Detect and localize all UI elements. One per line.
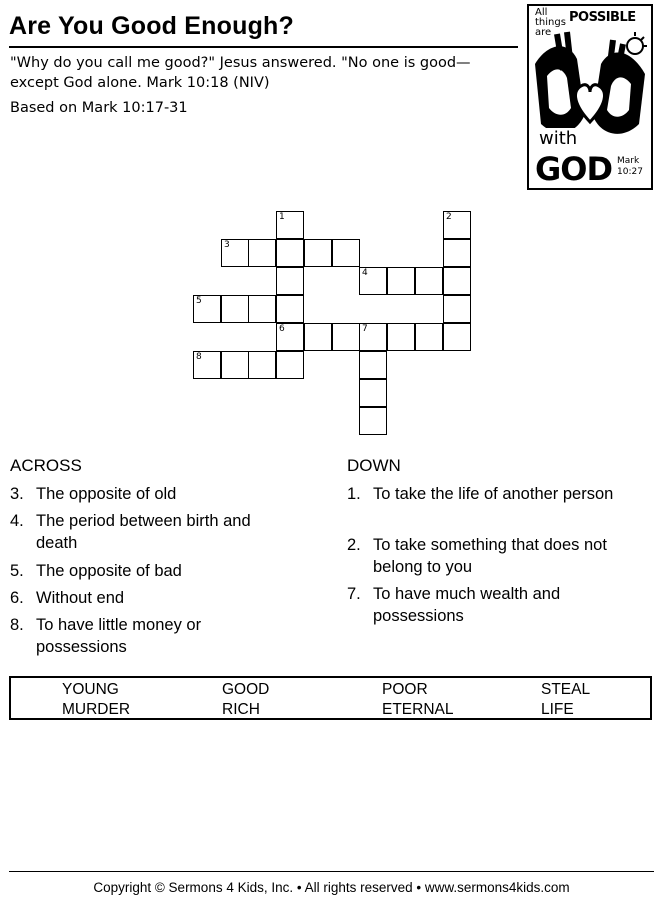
crossword-cell[interactable]: [248, 239, 276, 267]
crossword-cell[interactable]: [221, 239, 249, 267]
clue-text: Without end: [36, 589, 125, 607]
clue-text: To have little money or possessions: [36, 616, 202, 656]
word-bank-item: YOUNG: [62, 681, 119, 698]
copyright-footer: Copyright © Sermons 4 Kids, Inc. • All rights reserved • www.sermons4kids.com: [93, 880, 570, 895]
title-divider: [9, 46, 518, 48]
crossword-cell[interactable]: [276, 323, 304, 351]
clue-num: 2.: [347, 536, 361, 554]
crossword-cell[interactable]: [276, 267, 304, 295]
clue-num: 1.: [347, 485, 361, 503]
crossword-cell[interactable]: [443, 267, 471, 295]
crossword-cell[interactable]: [387, 323, 415, 351]
clue-text: To take the life of another person: [373, 485, 614, 503]
crossword-cell[interactable]: [304, 323, 332, 351]
crossword-cell[interactable]: [359, 407, 387, 435]
crossword-cell[interactable]: [221, 295, 249, 323]
crossword-cell[interactable]: [359, 323, 387, 351]
crossword-cell[interactable]: [276, 351, 304, 379]
crossword-cell[interactable]: [276, 295, 304, 323]
logo-reference: Mark 10:27: [617, 156, 643, 177]
crossword-cell[interactable]: [248, 295, 276, 323]
across-heading: ACROSS: [10, 456, 82, 475]
clue-number: 7: [362, 324, 368, 334]
crossword-cell[interactable]: [193, 295, 221, 323]
clue-number: 5: [196, 296, 202, 306]
word-bank-item: MURDER: [62, 701, 131, 718]
crossword-cell[interactable]: [332, 239, 360, 267]
crossword-cell[interactable]: [415, 267, 443, 295]
clue-number: 2: [446, 212, 452, 222]
footer-divider: [9, 871, 654, 872]
clue-text: To take something that does not belong to you: [373, 536, 607, 576]
crossword-cell[interactable]: [359, 351, 387, 379]
clue-number: 8: [196, 352, 202, 362]
crossword-cell[interactable]: [276, 239, 304, 267]
scripture-reference: Based on Mark 10:17-31: [10, 100, 188, 116]
word-bank-item: ETERNAL: [382, 701, 454, 718]
logo-god: GOD: [535, 150, 613, 188]
clue-number: 6: [279, 324, 285, 334]
crossword-cell[interactable]: [276, 211, 304, 239]
clue-num: 5.: [10, 562, 24, 580]
clue-num: 7.: [347, 585, 361, 603]
crossword-cell[interactable]: [248, 351, 276, 379]
clue-number: 1: [279, 212, 285, 222]
word-bank-item: GOOD: [222, 681, 270, 698]
word-bank-item: LIFE: [541, 701, 574, 718]
clue-num: 6.: [10, 589, 24, 607]
scripture-quote: "Why do you call me good?" Jesus answered. "No one is good—except God alone. Mark 10:18 (NIV): [10, 55, 471, 91]
clue-text: The opposite of old: [36, 485, 177, 503]
clue-num: 3.: [10, 485, 24, 503]
clue-text: To have much wealth and possessions: [373, 585, 561, 625]
logo-line1: All things are: [535, 7, 566, 38]
crossword-cell[interactable]: [415, 323, 443, 351]
clue-num: 8.: [10, 616, 24, 634]
down-heading: DOWN: [347, 456, 401, 475]
crossword-cell[interactable]: [387, 267, 415, 295]
word-bank-item: STEAL: [541, 681, 591, 698]
crossword-cell[interactable]: [221, 351, 249, 379]
word-bank-item: RICH: [222, 701, 260, 718]
logo-with: with: [539, 128, 578, 149]
page-title: Are You Good Enough?: [9, 12, 294, 40]
clue-number: 3: [224, 240, 230, 250]
all-things-possible-logo: [527, 4, 653, 190]
crossword-cell[interactable]: [443, 323, 471, 351]
crossword-cell[interactable]: [443, 211, 471, 239]
clue-text: The opposite of bad: [36, 562, 182, 580]
clue-text: The period between birth and death: [36, 512, 251, 552]
crossword-cell[interactable]: [304, 239, 332, 267]
crossword-cell[interactable]: [332, 323, 360, 351]
clue-number: 4: [362, 268, 368, 278]
clue-num: 4.: [10, 512, 24, 530]
crossword-cell[interactable]: [443, 239, 471, 267]
crossword-cell[interactable]: [359, 267, 387, 295]
crossword-cell[interactable]: [193, 351, 221, 379]
crossword-cell[interactable]: [443, 295, 471, 323]
logo-possible: POSSIBLE: [569, 10, 636, 25]
crossword-cell[interactable]: [359, 379, 387, 407]
word-bank: [9, 676, 652, 720]
word-bank-item: POOR: [382, 681, 428, 698]
